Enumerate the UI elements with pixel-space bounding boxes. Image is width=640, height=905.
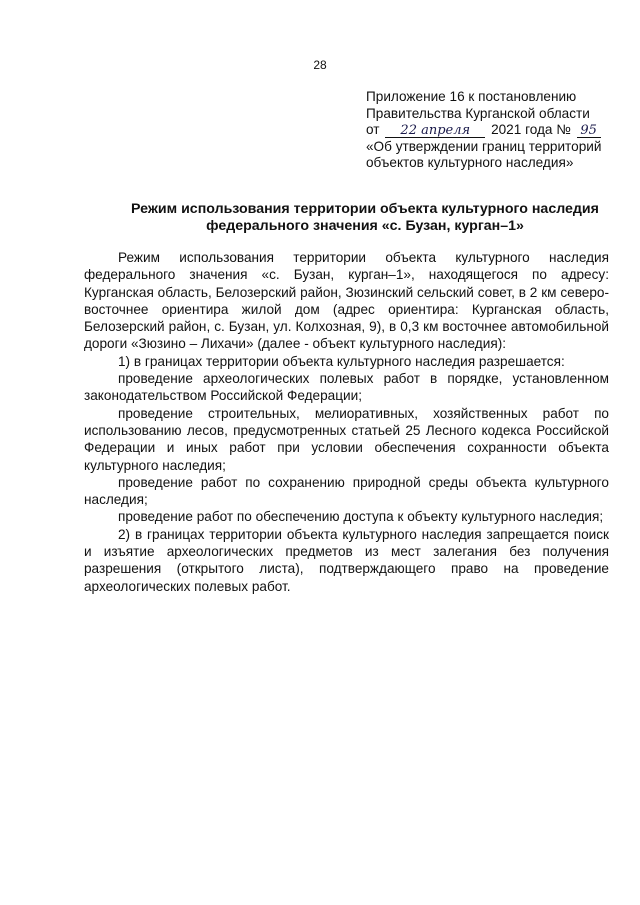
body-paragraph: проведение работ по сохранению природной среды объекта культурного наследия; [84,474,609,508]
handwritten-date: 22 апреля [385,124,485,138]
appendix-line-1: Приложение 16 к постановлению [366,89,577,104]
body-paragraph: 1) в границах территории объекта культурного наследия разрешается: [118,353,565,369]
appendix-line-4: «Об утверждении границ территорий [366,138,602,154]
document-title [100,201,630,235]
page-number: 28 [313,58,327,72]
appendix-from: от [366,122,380,137]
appendix-line-5: объектов культурного наследия» [366,155,574,170]
title-line-2: федерального значения «с. Бузан, курган–1» [206,218,524,234]
body-paragraph: проведение археологических полевых работ в порядке, установленном законодательством Российской Федерации; [84,371,609,404]
appendix-year: 2021 года № [491,122,571,137]
appendix-line-3 [366,122,611,139]
document-body [84,249,609,595]
handwritten-number: 95 [577,124,601,138]
body-paragraph: Режим использования территории объекта культурного наследия федерального значения «с. Бузан, курган–1», находящегося по адресу: Курганская область, Белозерский район, Зюзинский сельский совет, в 2 км северо-восточнее ориентира жилой дом (адрес ориентира: Курганская область, Белозерский район, с. Бузан, ул. Колхозная, 9), в 0,3 км восточнее автомобильной дороги «Зюзино – Лихачи» (далее - объект культурного наследия): [84,250,609,352]
appendix-line-2: Правительства Курганской области [366,105,590,121]
appendix-header [366,89,611,172]
body-paragraph: проведение строительных, мелиоративных, хозяйственных работ по использованию лесов, предусмотренных статьей 25 Лесного кодекса Российской Федерации и иных работ при условии обеспечения сохранности объекта культурного наследия; [84,405,609,473]
body-paragraph: 2) в границах территории объекта культурного наследия запрещается поиск и изъятие археологических предметов из мест залегания без получения разрешения (открытого листа), подтверждающего право на проведение археологических полевых работ. [84,526,609,594]
body-paragraph: проведение работ по обеспечению доступа к объекту культурного наследия; [118,509,604,525]
title-line-1: Режим использования территории объекта культурного наследия [131,201,599,217]
